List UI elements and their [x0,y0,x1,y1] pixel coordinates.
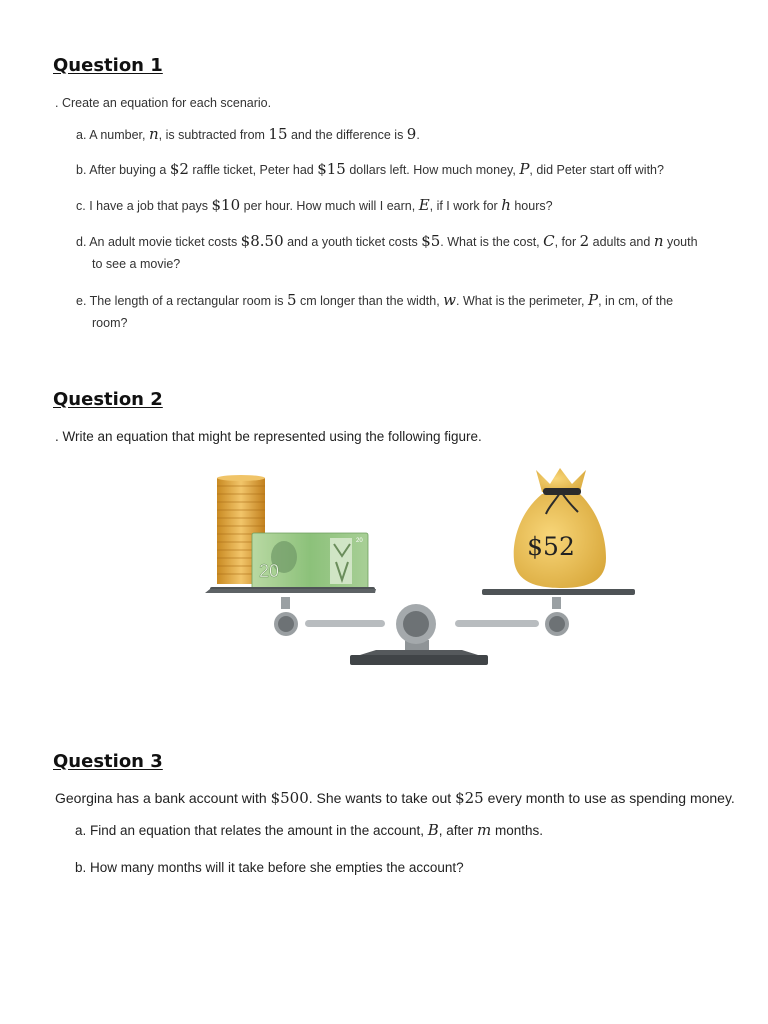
q1-item-e: e. The length of a rectangular room is 5 cm longer than the width, w. What is the perimeter, P, in cm, of the [76,291,674,309]
balance-scale-icon [205,587,635,665]
q1-item-a: a. A number, n, is subtracted from 15 and the difference is 9. [76,125,420,143]
twenty-dollar-bill-icon [252,533,368,589]
money-bag-label: $52 [527,532,575,561]
money-bag-icon [514,468,606,588]
q1-item-e-line2: room? [92,316,128,330]
q2-intro: . Write an equation that might be represented using the following figure. [55,429,482,444]
question-1-heading: Question 1 [53,55,163,76]
q1-item-d: d. An adult movie ticket costs $8.50 and a youth ticket costs $5. What is the cost, C, for 2 adults and n youth [76,232,698,250]
q1-item-c: c. I have a job that pays $10 per hour. How much will I earn, E, if I work for h hours? [76,196,553,214]
svg-text:20: 20 [356,538,363,544]
balance-scale-figure [200,460,640,675]
q3-intro: Georgina has a bank account with $500. She wants to take out $25 every month to use as spending money. [55,789,735,807]
q1-intro: . Create an equation for each scenario. [55,96,272,110]
question-2-heading: Question 2 [53,389,163,410]
q1-item-b: b. After buying a $2 raffle ticket, Peter had $15 dollars left. How much money, P, did Peter start off with? [76,160,664,178]
bill-value-label: 20 [259,561,280,581]
q3-item-b: b. How many months will it take before she empties the account? [75,860,464,875]
question-3-heading: Question 3 [53,751,163,772]
q1-item-d-line2: to see a movie? [92,257,181,271]
q3-item-a: a. Find an equation that relates the amount in the account, B, after m months. [75,821,544,839]
